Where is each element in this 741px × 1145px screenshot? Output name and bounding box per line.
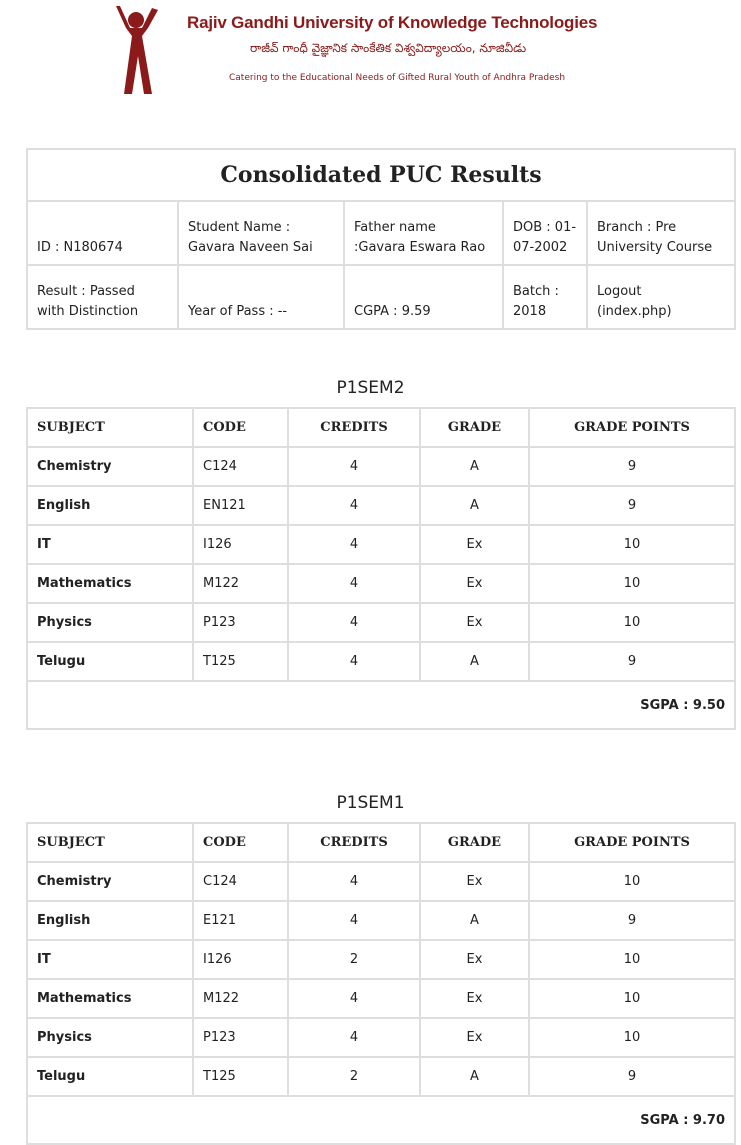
subject-cell: Mathematics [27,564,193,603]
table-row [27,1018,735,1057]
grade-points-cell: 9 [529,901,735,940]
code-cell: T125 [193,1057,288,1096]
grade-points-cell: 9 [529,447,735,486]
col-subject: SUBJECT [27,408,193,447]
table-row [27,564,735,603]
code-cell: M122 [193,564,288,603]
code-cell: C124 [193,862,288,901]
credits-cell: 4 [288,979,420,1018]
subject-cell: Mathematics [27,979,193,1018]
student-id: ID : N180674 [27,201,178,265]
subject-cell: IT [27,940,193,979]
father-name: Father name :Gavara Eswara Rao [344,201,503,265]
sgpa-row [27,681,735,729]
code-cell: T125 [193,642,288,681]
grade-points-cell: 10 [529,564,735,603]
col-grade-points: GRADE POINTS [529,408,735,447]
subject-cell: Chemistry [27,862,193,901]
code-cell: M122 [193,979,288,1018]
code-cell: E121 [193,901,288,940]
batch: Batch : 2018 [503,265,587,329]
credits-cell: 4 [288,486,420,525]
subject-cell: English [27,901,193,940]
subject-cell: IT [27,525,193,564]
table-header-row [27,408,735,447]
grade-cell: Ex [420,1018,529,1057]
subject-cell: Physics [27,603,193,642]
credits-cell: 4 [288,525,420,564]
credits-cell: 4 [288,564,420,603]
table-row [27,940,735,979]
dob: DOB : 01- 07-2002 [503,201,587,265]
grade-cell: Ex [420,862,529,901]
university-name: Rajiv Gandhi University of Knowledge Technologies [187,13,598,32]
grade-cell: A [420,901,529,940]
col-code: CODE [193,823,288,862]
table-row [27,486,735,525]
university-tagline: Catering to the Educational Needs of Gifted Rural Youth of Andhra Pradesh [229,73,566,83]
table-row [27,447,735,486]
header [0,0,741,100]
grade-points-cell: 10 [529,862,735,901]
subject-cell: English [27,486,193,525]
grade-points-cell: 10 [529,603,735,642]
sgpa-row [27,1096,735,1144]
credits-cell: 4 [288,603,420,642]
year-of-pass: Year of Pass : -- [178,265,344,329]
col-code: CODE [193,408,288,447]
credits-cell: 4 [288,1018,420,1057]
sgpa-value: SGPA : 9.70 [27,1096,735,1144]
code-cell: I126 [193,940,288,979]
grade-points-cell: 10 [529,979,735,1018]
grade-points-cell: 10 [529,940,735,979]
grade-cell: Ex [420,940,529,979]
semester-results-table [26,822,736,1145]
subject-cell: Chemistry [27,447,193,486]
logout-link[interactable]: Logout (index.php) [587,265,735,329]
code-cell: P123 [193,1018,288,1057]
semester-title: P1SEM1 [336,793,405,813]
grade-cell: Ex [420,525,529,564]
credits-cell: 4 [288,862,420,901]
sgpa-value: SGPA : 9.50 [27,681,735,729]
grade-points-cell: 9 [529,642,735,681]
subject-cell: Telugu [27,1057,193,1096]
semester-results-table [26,407,736,730]
grade-cell: A [420,486,529,525]
student-info-table [26,148,736,330]
col-grade-points: GRADE POINTS [529,823,735,862]
grade-cell: Ex [420,979,529,1018]
grade-cell: Ex [420,603,529,642]
table-row [27,1057,735,1096]
grade-points-cell: 10 [529,1018,735,1057]
branch: Branch : Pre University Course [587,201,735,265]
table-row [27,901,735,940]
code-cell: EN121 [193,486,288,525]
rgukt-logo-icon [108,6,164,96]
col-grade: GRADE [420,408,529,447]
table-row [27,862,735,901]
credits-cell: 4 [288,901,420,940]
page-title: Consolidated PUC Results [27,149,735,201]
grade-cell: A [420,1057,529,1096]
code-cell: I126 [193,525,288,564]
credits-cell: 2 [288,940,420,979]
grade-points-cell: 10 [529,525,735,564]
grade-points-cell: 9 [529,1057,735,1096]
table-header-row [27,823,735,862]
credits-cell: 4 [288,642,420,681]
col-credits: CREDITS [288,408,420,447]
table-row [27,525,735,564]
semester-title: P1SEM2 [336,378,405,398]
table-row [27,979,735,1018]
credits-cell: 2 [288,1057,420,1096]
student-name: Student Name : Gavara Naveen Sai [178,201,344,265]
col-grade: GRADE [420,823,529,862]
table-row [27,603,735,642]
university-name-telugu: రాజీవ్ గాంధీ వైజ్ఞానిక సాంకేతిక విశ్వవిద్యాలయం, నూజివీడు [250,41,527,55]
table-row [27,642,735,681]
grade-points-cell: 9 [529,486,735,525]
result-status: Result : Passed with Distinction [27,265,178,329]
cgpa: CGPA : 9.59 [344,265,503,329]
grade-cell: Ex [420,564,529,603]
credits-cell: 4 [288,447,420,486]
code-cell: P123 [193,603,288,642]
subject-cell: Telugu [27,642,193,681]
grade-cell: A [420,642,529,681]
grade-cell: A [420,447,529,486]
code-cell: C124 [193,447,288,486]
subject-cell: Physics [27,1018,193,1057]
col-credits: CREDITS [288,823,420,862]
col-subject: SUBJECT [27,823,193,862]
